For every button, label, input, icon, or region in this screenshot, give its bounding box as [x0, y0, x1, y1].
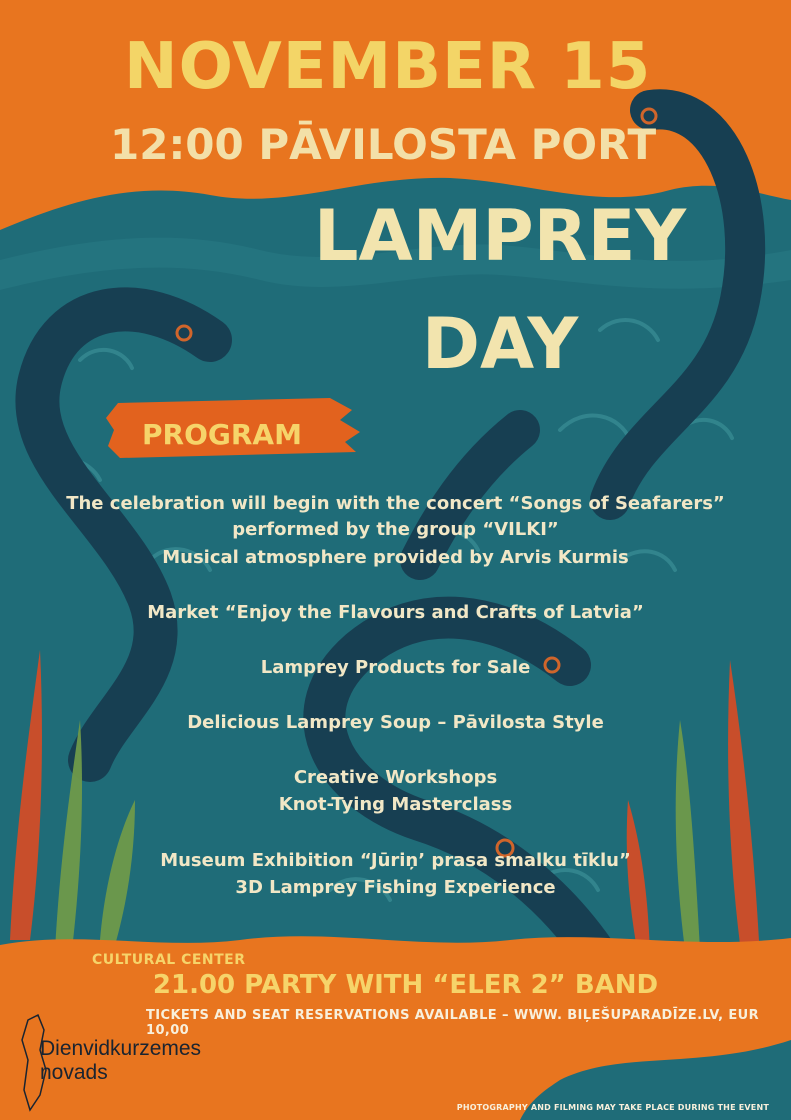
- program-line: Lamprey Products for Sale: [260, 657, 531, 678]
- program-line: Musical atmosphere provided by Arvis Kurmis: [162, 547, 629, 568]
- event-time-location: 12:00 PĀVILOSTA PORT: [110, 120, 657, 169]
- ticket-info: TICKETS AND SEAT RESERVATIONS AVAILABLE – WWW. BIĻEŠUPARADĪZE.LV, EUR 10,00: [146, 1008, 760, 1038]
- footer-notice: PHOTOGRAPHY AND FILMING MAY TAKE PLACE DURING THE EVENT: [456, 1103, 769, 1112]
- program-heading: PROGRAM: [142, 418, 302, 451]
- program-line: Delicious Lamprey Soup – Pāvilosta Style: [187, 712, 604, 733]
- event-title-line2: DAY: [421, 303, 579, 385]
- organizer-name-line1: Dienvidkurzemes: [40, 1037, 202, 1060]
- program-line: 3D Lamprey Fishing Experience: [235, 877, 556, 898]
- program-line: The celebration will begin with the concert “Songs of Seafarers”: [66, 493, 725, 514]
- program-line: Museum Exhibition “Jūriņ’ prasa smalku tīklu”: [160, 850, 631, 871]
- organizer-name-line2: novads: [40, 1061, 108, 1084]
- venue-label: CULTURAL CENTER: [92, 952, 246, 968]
- event-title-line1: LAMPREY: [313, 195, 687, 277]
- party-announcement: 21.00 PARTY WITH “ELER 2” BAND: [152, 970, 659, 1000]
- event-date: NOVEMBER 15: [124, 30, 652, 104]
- program-line: Market “Enjoy the Flavours and Crafts of Latvia”: [147, 602, 644, 623]
- program-line: Creative Workshops: [293, 767, 498, 788]
- program-line: Knot-Tying Masterclass: [278, 794, 513, 815]
- program-line: performed by the group “VILKI”: [232, 519, 559, 540]
